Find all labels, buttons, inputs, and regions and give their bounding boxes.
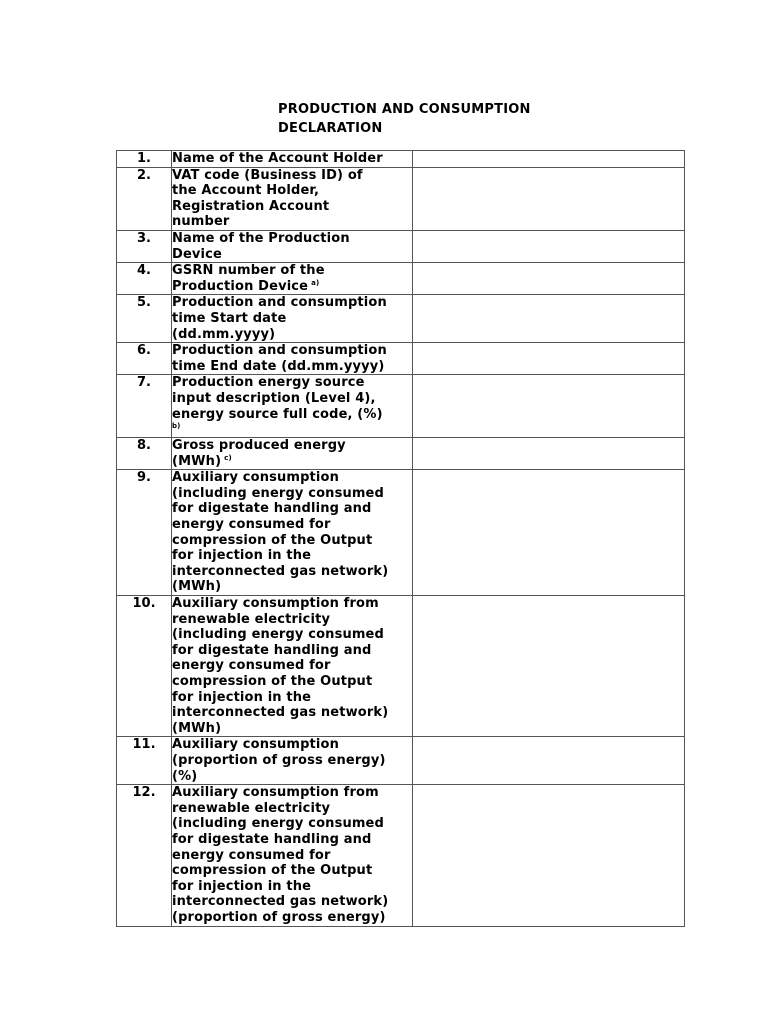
row-label	[172, 343, 413, 375]
row-value-field[interactable]	[413, 737, 685, 785]
row-label-text: Name of the Account Holder	[172, 151, 383, 166]
row-label	[172, 263, 413, 295]
row-label	[172, 596, 413, 737]
table-row	[117, 230, 685, 262]
row-label-text: GSRN number of the Production Device	[172, 263, 325, 294]
row-label-text: Production and consumption time Start date (dd.mm.yyyy)	[172, 295, 387, 342]
row-label-text: Production energy source input description (Level 4), energy source full code, (%)	[172, 375, 383, 422]
row-number: 6.	[117, 343, 172, 375]
row-number: 9.	[117, 470, 172, 596]
table-row	[117, 343, 685, 375]
declaration-table	[116, 150, 685, 927]
row-label-text: Auxiliary consumption from renewable electricity (including energy consumed for digestate handling and energy consumed for compression of the Output for injection in the interconnected gas network) (proportion of gross energy)	[172, 785, 389, 925]
page-title	[278, 100, 578, 138]
row-number: 1.	[117, 151, 172, 168]
row-number: 3.	[117, 230, 172, 262]
footnote-marker: b)	[172, 422, 181, 431]
row-number: 8.	[117, 438, 172, 470]
row-label-text: Auxiliary consumption (including energy consumed for digestate handling and energy consumed for compression of the Output for injection in the interconnected gas network) (MWh)	[172, 470, 389, 595]
table-row	[117, 470, 685, 596]
row-label	[172, 470, 413, 596]
page-title-line-2: DECLARATION	[278, 121, 383, 136]
row-number: 12.	[117, 785, 172, 926]
row-value-field[interactable]	[413, 470, 685, 596]
row-value-field[interactable]	[413, 167, 685, 230]
row-label	[172, 438, 413, 470]
table-row	[117, 151, 685, 168]
row-number: 5.	[117, 295, 172, 343]
table-row	[117, 263, 685, 295]
row-label-text: Auxiliary consumption from renewable electricity (including energy consumed for digestate handling and energy consumed for compression of the Output for injection in the interconnected gas network) (MWh)	[172, 596, 389, 736]
row-value-field[interactable]	[413, 151, 685, 168]
row-label	[172, 151, 413, 168]
table-row	[117, 375, 685, 438]
row-label-text: VAT code (Business ID) of the Account Holder, Registration Account number	[172, 167, 363, 230]
row-value-field[interactable]	[413, 785, 685, 926]
row-value-field[interactable]	[413, 295, 685, 343]
row-value-field[interactable]	[413, 263, 685, 295]
table-row	[117, 295, 685, 343]
row-label	[172, 785, 413, 926]
row-label-text: Auxiliary consumption (proportion of gross energy) (%)	[172, 737, 386, 784]
row-label-text: Production and consumption time End date (dd.mm.yyyy)	[172, 343, 387, 374]
table-row	[117, 785, 685, 926]
table-row	[117, 438, 685, 470]
row-label-text: Gross produced energy (MWh)	[172, 438, 346, 469]
row-number: 11.	[117, 737, 172, 785]
row-value-field[interactable]	[413, 375, 685, 438]
row-label	[172, 295, 413, 343]
footnote-marker: a)	[311, 278, 320, 287]
row-value-field[interactable]	[413, 343, 685, 375]
row-label	[172, 167, 413, 230]
row-number: 7.	[117, 375, 172, 438]
table-row	[117, 596, 685, 737]
row-label	[172, 230, 413, 262]
row-label	[172, 737, 413, 785]
row-value-field[interactable]	[413, 596, 685, 737]
page-title-line-1: PRODUCTION AND CONSUMPTION	[278, 102, 531, 117]
row-number: 2.	[117, 167, 172, 230]
row-number: 4.	[117, 263, 172, 295]
row-number: 10.	[117, 596, 172, 737]
table-row	[117, 167, 685, 230]
row-value-field[interactable]	[413, 438, 685, 470]
footnote-marker: c)	[224, 453, 232, 462]
row-label-text: Name of the Production Device	[172, 230, 350, 262]
row-value-field[interactable]	[413, 230, 685, 262]
table-row	[117, 737, 685, 785]
row-label	[172, 375, 413, 438]
